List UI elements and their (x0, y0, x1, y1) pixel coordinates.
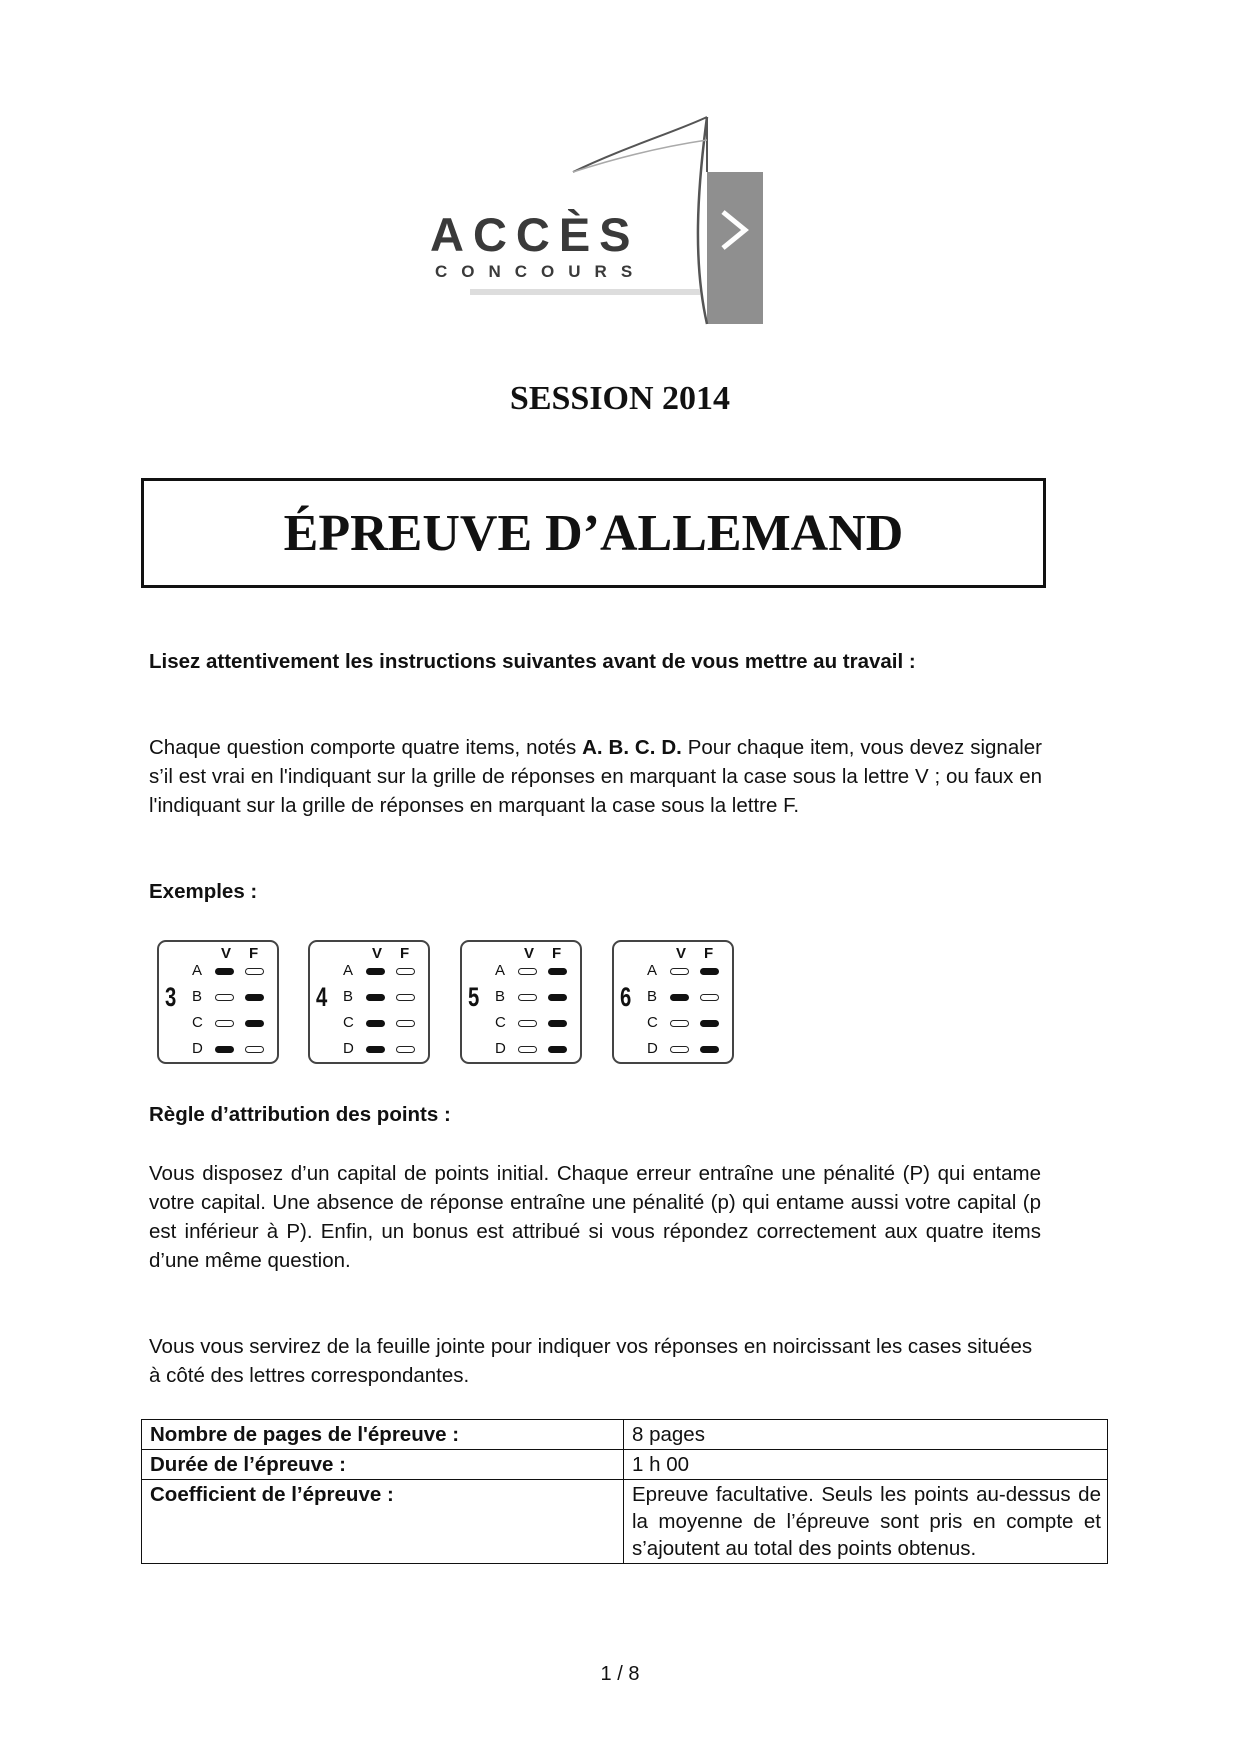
answer-sheet-paragraph: Vous vous servirez de la feuille jointe pour indiquer vos réponses en noircissant les cases situées à côté des lettres correspondantes. (149, 1335, 1033, 1387)
logo-word-concours: CONCOURS (435, 262, 647, 281)
answer-bubble (215, 1046, 234, 1053)
answer-bubble (366, 1020, 385, 1027)
row-letter: B (647, 988, 658, 1005)
answer-bubble (518, 994, 537, 1001)
answer-bubble (245, 968, 264, 975)
row-letter: A (343, 962, 354, 979)
answer-bubble (670, 994, 689, 1001)
answer-bubble (245, 994, 264, 1001)
example-question-number: 5 (468, 982, 480, 1012)
answer-bubble (670, 1046, 689, 1053)
answer-bubble (396, 1046, 415, 1053)
table-row (142, 1450, 1108, 1480)
paragraph1-after: Pour chaque item, vous devez signaler s’il est vrai en l'indiquant sur la grille de réponses en marquant la case sous la lettre V ; ou faux en l'indiquant sur la grille de réponses en marquant la case sous la lettre F. (149, 736, 1042, 817)
exam-title: ÉPREUVE D’ALLEMAND (283, 504, 904, 562)
table-value: 8 pages (624, 1420, 1108, 1450)
row-letter: C (343, 1014, 354, 1031)
answer-bubble (518, 1046, 537, 1053)
answer-bubble (548, 994, 567, 1001)
example-question-number: 3 (165, 982, 177, 1012)
row-letter: C (495, 1014, 506, 1031)
examples-heading: Exemples : (149, 880, 258, 903)
chevron-right-icon (425, 112, 765, 332)
answer-bubble (215, 994, 234, 1001)
answer-bubble (366, 1046, 385, 1053)
answer-bubble (670, 968, 689, 975)
table-value: Epreuve facultative. Seuls les points au-dessus de la moyenne de l’épreuve sont pris en compte et s’ajoutent au total des points obtenus. (624, 1480, 1108, 1564)
column-header-v: V (676, 945, 687, 962)
column-header-f: F (249, 945, 259, 962)
answer-bubble (518, 968, 537, 975)
table-row (142, 1480, 1108, 1564)
answer-bubble (700, 994, 719, 1001)
answer-bubble (215, 968, 234, 975)
title-box (141, 478, 1046, 588)
column-header-f: F (704, 945, 714, 962)
table-row (142, 1420, 1108, 1450)
exam-info-table (141, 1419, 1108, 1564)
answer-bubble (700, 1046, 719, 1053)
answer-bubble (670, 1020, 689, 1027)
row-letter: A (495, 962, 506, 979)
points-heading: Règle d’attribution des points : (149, 1103, 451, 1126)
answer-bubble (518, 1020, 537, 1027)
answer-bubble (215, 1020, 234, 1027)
logo-word-acces: ACCÈS (430, 208, 640, 261)
answer-bubble (366, 994, 385, 1001)
example-grid (612, 940, 734, 1064)
answer-bubble (245, 1046, 264, 1053)
instructions-heading: Lisez attentivement les instructions suivantes avant de vous mettre au travail : (149, 650, 916, 673)
table-key: Durée de l’épreuve : (142, 1450, 624, 1480)
row-letter: A (647, 962, 658, 979)
row-letter: D (192, 1040, 203, 1057)
column-header-f: F (552, 945, 562, 962)
paragraph1-before: Chaque question comporte quatre items, notés (149, 736, 583, 759)
row-letter: B (495, 988, 506, 1005)
instructions-paragraph (149, 733, 1042, 820)
row-letter: A (192, 962, 203, 979)
session-heading: SESSION 2014 (509, 380, 731, 417)
example-grid (460, 940, 582, 1064)
column-header-v: V (524, 945, 535, 962)
example-question-number: 4 (316, 982, 328, 1012)
answer-bubble (366, 968, 385, 975)
column-header-v: V (221, 945, 232, 962)
example-grid (157, 940, 279, 1064)
answer-bubble (396, 994, 415, 1001)
answer-bubble (548, 968, 567, 975)
table-key: Coefficient de l’épreuve : (142, 1480, 624, 1564)
acces-concours-logo (425, 112, 765, 332)
row-letter: B (192, 988, 203, 1005)
row-letter: B (343, 988, 354, 1005)
row-letter: D (343, 1040, 354, 1057)
answer-bubble (700, 1020, 719, 1027)
points-paragraph: Vous disposez d’un capital de points initial. Chaque erreur entraîne une pénalité (P) qui entame votre capital. Une absence de réponse entraîne une pénalité (p) qui entame aussi votre capital (p est inférieur à P). Enfin, un bonus est attribué si vous répondez correctement aux quatre items d’une même question. (149, 1162, 1041, 1272)
row-letter: D (647, 1040, 658, 1057)
paragraph1-items: A. B. C. D. (582, 736, 682, 759)
answer-bubble (396, 968, 415, 975)
example-grid (308, 940, 430, 1064)
answer-bubble (245, 1020, 264, 1027)
table-key: Nombre de pages de l'épreuve : (142, 1420, 624, 1450)
row-letter: C (647, 1014, 658, 1031)
answer-bubble (548, 1020, 567, 1027)
column-header-v: V (372, 945, 383, 962)
answer-bubble (548, 1046, 567, 1053)
answer-bubble (396, 1020, 415, 1027)
row-letter: C (192, 1014, 203, 1031)
table-value: 1 h 00 (624, 1450, 1108, 1480)
row-letter: D (495, 1040, 506, 1057)
answer-bubble (700, 968, 719, 975)
column-header-f: F (400, 945, 410, 962)
example-question-number: 6 (620, 982, 632, 1012)
page-number: 1 / 8 (600, 1663, 640, 1685)
